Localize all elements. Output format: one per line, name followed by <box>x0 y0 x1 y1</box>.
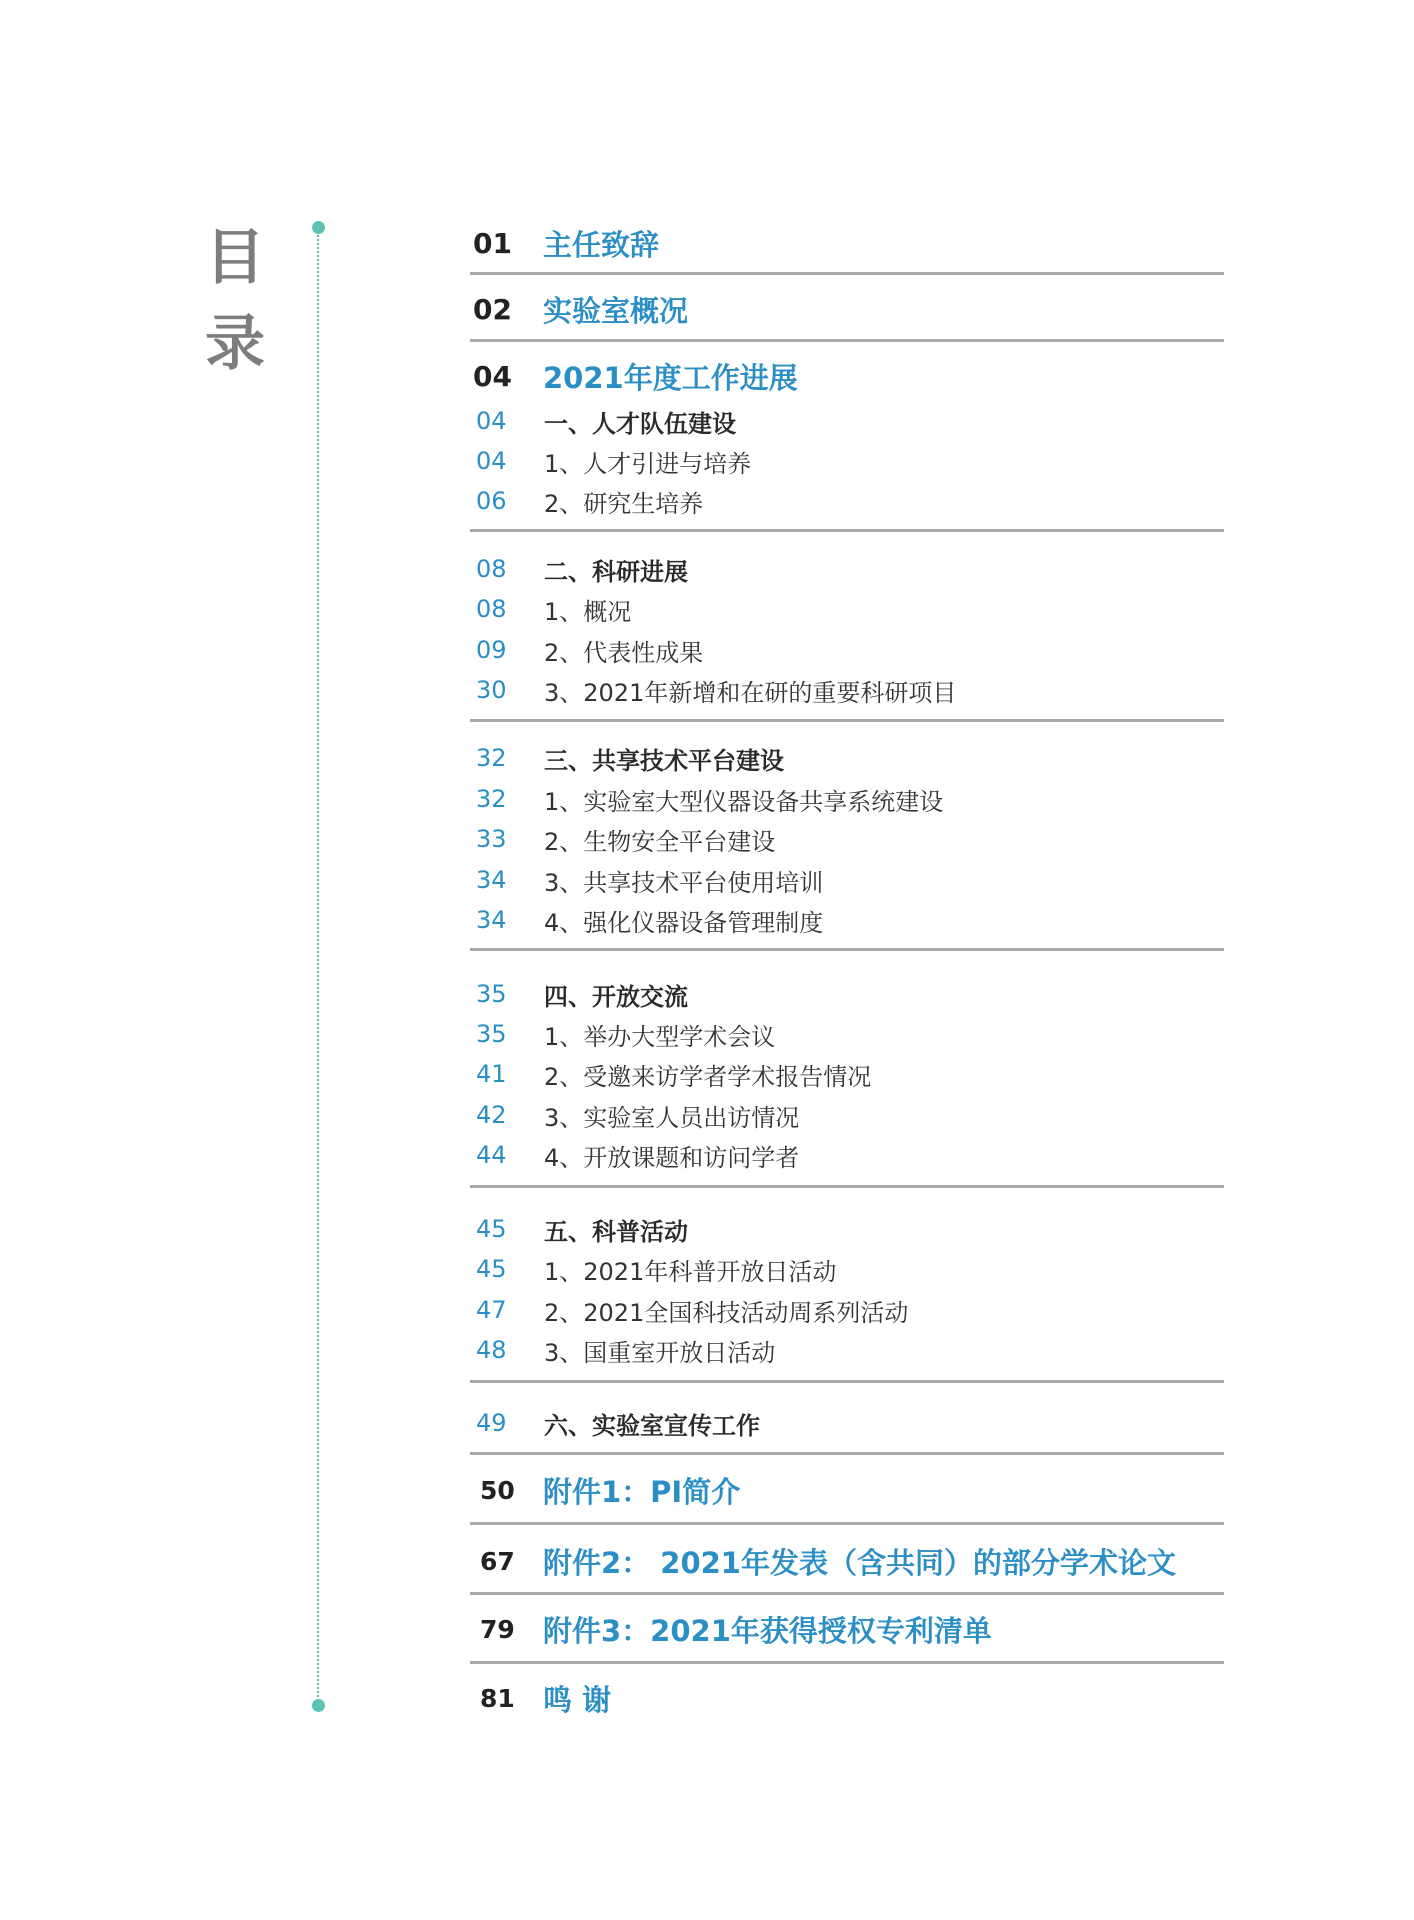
divider <box>470 529 1224 532</box>
entry-label: 主任致辞 <box>543 227 660 262</box>
entry-page: 41 <box>476 1060 507 1088</box>
entry-page: 34 <box>476 906 507 934</box>
entry-label: 附件2： 2021年发表（含共同）的部分学术论文 <box>543 1545 1176 1580</box>
entry-page: 08 <box>476 595 507 623</box>
entry-label: 2、研究生培养 <box>544 489 704 518</box>
entry-label: 4、强化仪器设备管理制度 <box>544 908 824 937</box>
entry-page: 32 <box>476 744 507 772</box>
entry-label: 鸣 谢 <box>543 1682 612 1717</box>
toc-entry[interactable] <box>470 860 1224 900</box>
divider <box>470 719 1224 722</box>
entry-page: 32 <box>476 785 507 813</box>
entry-label: 附件3：2021年获得授权专利清单 <box>543 1613 992 1648</box>
toc-entry[interactable] <box>470 974 1224 1014</box>
divider <box>470 1592 1224 1595</box>
toc-entry[interactable] <box>470 630 1224 670</box>
divider <box>470 272 1224 275</box>
entry-label: 2、2021全国科技活动周系列活动 <box>544 1298 909 1327</box>
decor-dot-bottom <box>312 1699 325 1712</box>
entry-page: 79 <box>480 1614 515 1644</box>
toc-entry[interactable] <box>470 589 1224 629</box>
toc-entry[interactable] <box>470 670 1224 710</box>
toc-entry[interactable] <box>470 481 1224 521</box>
entry-page: 67 <box>480 1546 515 1576</box>
decor-dot-top <box>312 221 325 234</box>
entry-label: 2、受邀来访学者学术报告情况 <box>544 1062 872 1091</box>
toc-title-char-1: 目 <box>205 223 265 293</box>
entry-page: 09 <box>476 636 507 664</box>
toc-entry[interactable] <box>470 1330 1224 1370</box>
entry-page: 47 <box>476 1296 507 1324</box>
toc-entry[interactable] <box>470 356 1224 396</box>
entry-label: 二、科研进展 <box>544 557 688 586</box>
entry-label: 一、人才队伍建设 <box>544 409 736 438</box>
entry-label: 五、科普活动 <box>544 1217 688 1246</box>
toc-entry[interactable] <box>470 779 1224 819</box>
toc-title-char-2: 录 <box>205 309 265 379</box>
entry-label: 1、人才引进与培养 <box>544 449 752 478</box>
divider <box>470 1380 1224 1383</box>
entry-page: 42 <box>476 1101 507 1129</box>
toc-entry[interactable] <box>470 441 1224 481</box>
divider <box>470 1661 1224 1664</box>
entry-label: 2021年度工作进展 <box>543 360 798 395</box>
entry-label: 1、概况 <box>544 597 632 626</box>
entry-page: 04 <box>473 359 512 393</box>
toc-entry[interactable] <box>470 1014 1224 1054</box>
divider <box>470 948 1224 951</box>
entry-page: 06 <box>476 487 507 515</box>
toc-entry[interactable] <box>470 819 1224 859</box>
toc-entry[interactable] <box>470 401 1224 441</box>
entry-page: 01 <box>473 226 512 260</box>
entry-label: 3、国重室开放日活动 <box>544 1338 776 1367</box>
entry-label: 三、共享技术平台建设 <box>544 746 784 775</box>
toc-entry[interactable] <box>470 1541 1224 1581</box>
entry-page: 45 <box>476 1215 507 1243</box>
entry-label: 2、代表性成果 <box>544 638 704 667</box>
divider <box>470 1185 1224 1188</box>
toc-entry[interactable] <box>470 549 1224 589</box>
toc-entry[interactable] <box>470 738 1224 778</box>
entry-label: 实验室概况 <box>543 293 689 328</box>
dotted-decor-line <box>317 227 319 1705</box>
entry-label: 四、开放交流 <box>544 982 688 1011</box>
toc-entry[interactable] <box>470 900 1224 940</box>
entry-page: 50 <box>480 1475 515 1505</box>
entry-page: 45 <box>476 1255 507 1283</box>
entry-page: 44 <box>476 1141 507 1169</box>
toc-entry[interactable] <box>470 223 1224 263</box>
divider <box>470 339 1224 342</box>
entry-page: 30 <box>476 676 507 704</box>
entry-page: 49 <box>476 1409 507 1437</box>
entry-page: 33 <box>476 825 507 853</box>
toc-entry[interactable] <box>470 1290 1224 1330</box>
entry-page: 35 <box>476 1020 507 1048</box>
toc-entry[interactable] <box>470 1209 1224 1249</box>
entry-page: 48 <box>476 1336 507 1364</box>
divider <box>470 1452 1224 1455</box>
toc-entry[interactable] <box>470 1678 1224 1718</box>
entry-page: 08 <box>476 555 507 583</box>
entry-label: 六、实验室宣传工作 <box>544 1411 760 1440</box>
toc-entry[interactable] <box>470 1054 1224 1094</box>
entry-label: 3、实验室人员出访情况 <box>544 1103 800 1132</box>
toc-entry[interactable] <box>470 1095 1224 1135</box>
entry-label: 附件1：PI简介 <box>543 1474 741 1509</box>
entry-label: 1、举办大型学术会议 <box>544 1022 776 1051</box>
toc-entry[interactable] <box>470 1403 1224 1443</box>
toc-entry[interactable] <box>470 1609 1224 1649</box>
toc-entry[interactable] <box>470 289 1224 329</box>
toc-entry[interactable] <box>470 1249 1224 1289</box>
entry-page: 04 <box>476 447 507 475</box>
entry-page: 35 <box>476 980 507 1008</box>
entry-label: 1、实验室大型仪器设备共享系统建设 <box>544 787 944 816</box>
toc-title <box>205 215 265 387</box>
entry-label: 3、共享技术平台使用培训 <box>544 868 824 897</box>
entry-label: 1、2021年科普开放日活动 <box>544 1257 837 1286</box>
entry-label: 2、生物安全平台建设 <box>544 827 776 856</box>
toc-entry[interactable] <box>470 1470 1224 1510</box>
entry-label: 4、开放课题和访问学者 <box>544 1143 800 1172</box>
entry-page: 81 <box>480 1683 515 1713</box>
entry-page: 02 <box>473 292 512 326</box>
entry-page: 04 <box>476 407 507 435</box>
entry-label: 3、2021年新增和在研的重要科研项目 <box>544 678 957 707</box>
entry-page: 34 <box>476 866 507 894</box>
toc-entry[interactable] <box>470 1135 1224 1175</box>
divider <box>470 1522 1224 1525</box>
